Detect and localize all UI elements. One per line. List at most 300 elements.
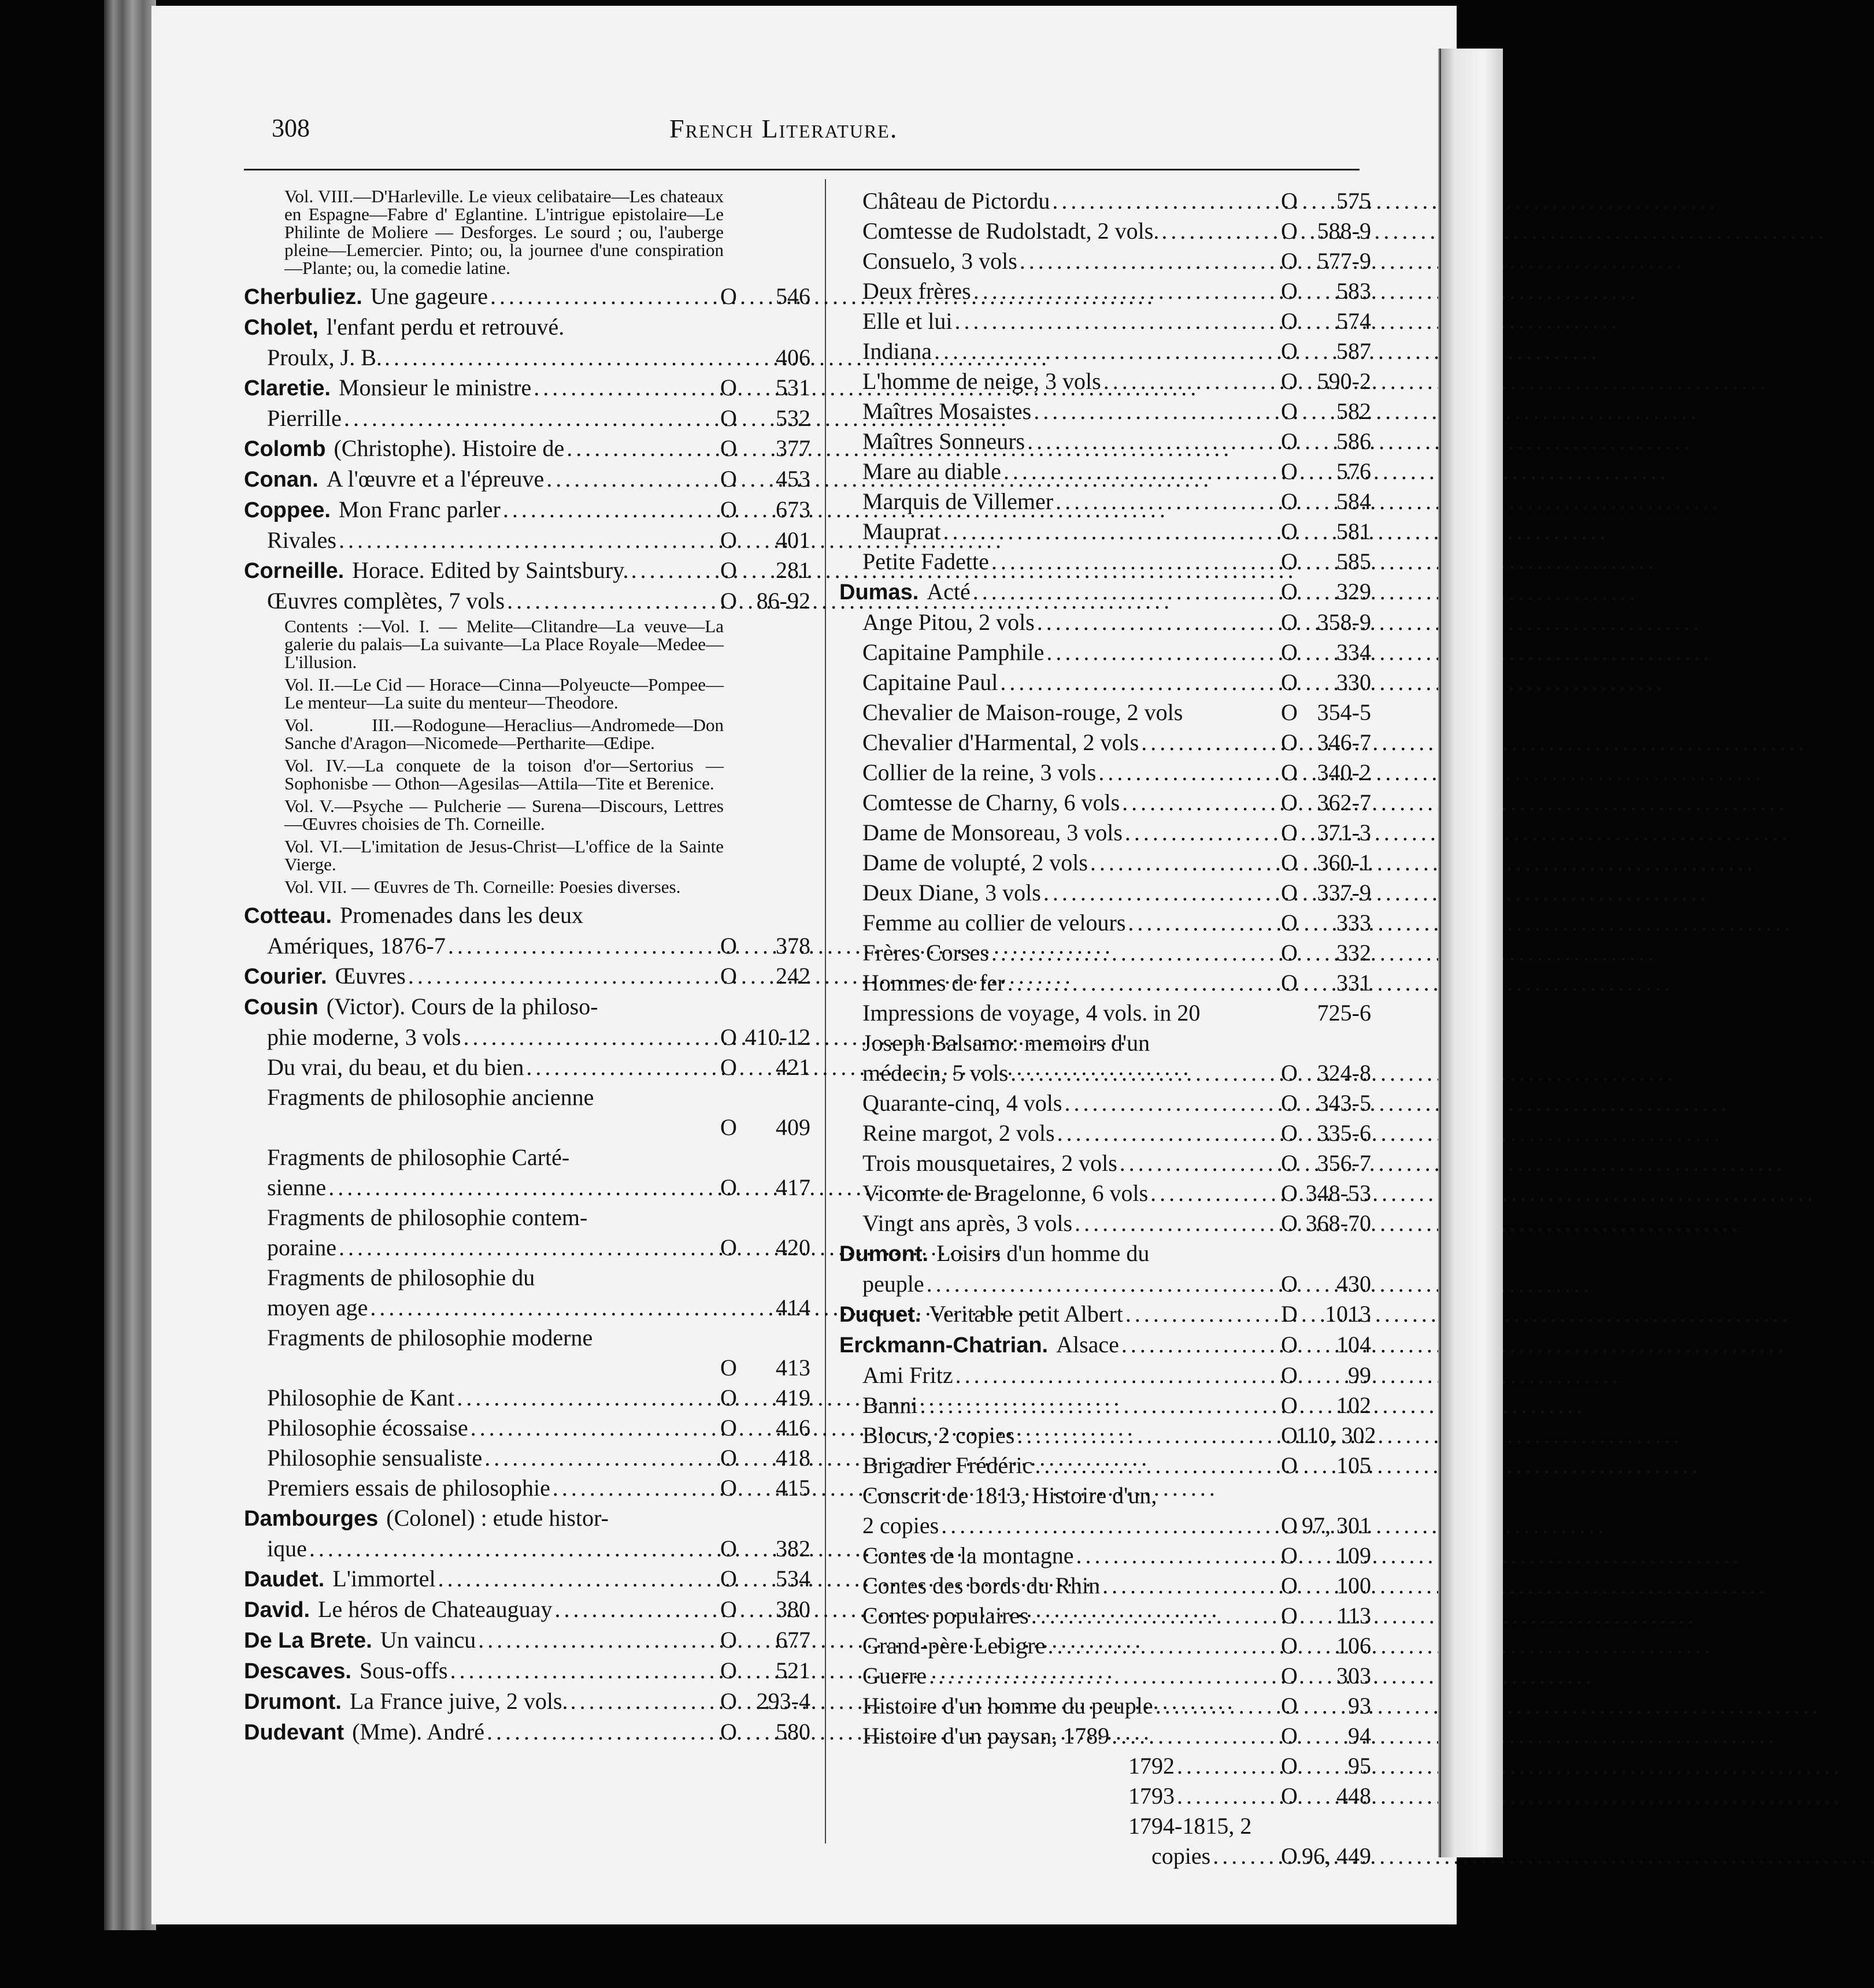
- entry-text: [862, 698, 1183, 728]
- entry-text: [267, 1082, 594, 1112]
- leader-dots: [973, 577, 1279, 607]
- call-number: 356-7: [1317, 1150, 1371, 1176]
- catalog-class: O: [1281, 578, 1298, 604]
- entry-title: Blocus, 2 copies: [862, 1422, 1015, 1448]
- title-entry: [839, 1481, 1371, 1511]
- entry-text: [267, 1143, 569, 1173]
- call-number: 346-7: [1317, 729, 1371, 755]
- catalog-class: O: [720, 1234, 737, 1260]
- entry-title: Impressions de voyage, 4 vols. in 20: [862, 1000, 1201, 1026]
- entry-title: peuple: [862, 1271, 924, 1297]
- leader-dots: [471, 1413, 718, 1443]
- entry-text: [267, 1173, 326, 1203]
- entry-title: Brigadier Frédéric: [862, 1452, 1033, 1478]
- title-entry: [839, 1721, 1371, 1751]
- catalog-class: O: [1281, 1060, 1298, 1086]
- entry-title: Collier de la reine, 3 vols: [862, 759, 1097, 785]
- call-number: 333: [1336, 910, 1371, 936]
- call-number: 413: [776, 1355, 810, 1381]
- leader-dots: [1103, 366, 1279, 396]
- catalog-class: O: [1281, 518, 1298, 544]
- entry-text: [862, 336, 932, 366]
- title-entry: [839, 1420, 1376, 1451]
- entry-text: [862, 818, 1123, 848]
- call-number: 420: [776, 1234, 810, 1260]
- catalog-class: O: [720, 435, 737, 461]
- author-entry: [244, 1564, 810, 1594]
- call-number: 86-92: [756, 588, 810, 614]
- leader-dots: [450, 1656, 718, 1686]
- title-entry: [839, 366, 1371, 396]
- title-entry: [839, 1691, 1371, 1721]
- author-entry: [244, 1625, 810, 1656]
- entry-text: [862, 728, 1139, 758]
- leader-dots: [339, 525, 718, 555]
- catalog-class: O: [720, 1054, 737, 1080]
- call-number: 414: [776, 1295, 810, 1321]
- entry-title: Dame de volupté, 2 vols: [862, 850, 1088, 876]
- entry-title: Philosophie sensualiste: [267, 1445, 483, 1471]
- entry-title: Horace. Edited by Saintsbury.: [352, 557, 629, 583]
- entry-text: [244, 992, 598, 1022]
- entry-title: Promenades dans les deux: [340, 902, 584, 928]
- entry-title: Fragments de philosophie contem-: [267, 1204, 588, 1230]
- leader-dots: [408, 961, 718, 991]
- catalog-class: O: [1281, 669, 1298, 695]
- call-number: 358-9: [1317, 609, 1371, 635]
- entry-title: Trois mousquetaires, 2 vols: [862, 1150, 1117, 1176]
- entry-title: Contes populaires: [862, 1603, 1029, 1629]
- leader-dots: [1098, 758, 1279, 788]
- entry-text: [244, 281, 488, 312]
- entry-title: Elle et lui: [862, 308, 953, 334]
- catalog-class: O: [1281, 458, 1298, 484]
- call-number: 590-2: [1317, 368, 1371, 394]
- entry-text: [244, 1686, 568, 1717]
- entry-text: [839, 1238, 1149, 1269]
- title-entry: [839, 938, 1371, 968]
- entry-text: [267, 1383, 454, 1413]
- entry-title: Consuelo, 3 vols: [862, 248, 1017, 274]
- entry-text: [862, 1058, 1008, 1088]
- catalog-class: O: [720, 1596, 737, 1622]
- leader-dots: [1031, 1601, 1279, 1631]
- entry-title: 1793: [1128, 1783, 1175, 1809]
- entry-text: [862, 1481, 1157, 1511]
- spacer: [244, 1112, 720, 1143]
- title-entry: [839, 637, 1371, 667]
- author-entry: [244, 1717, 810, 1748]
- entry-title: Du vrai, du beau, et du bien: [267, 1054, 524, 1080]
- catalog-class: O: [1281, 1843, 1298, 1869]
- call-number: 531: [776, 374, 810, 400]
- leader-dots: [370, 1293, 718, 1323]
- catalog-class: O: [1281, 1271, 1298, 1297]
- call-number: 574: [1336, 308, 1371, 334]
- entry-text: [1128, 1751, 1175, 1781]
- catalog-class: O: [720, 283, 737, 309]
- entry-title: Une gageure: [370, 283, 488, 309]
- leader-dots: [1008, 968, 1279, 998]
- entry-text: [267, 1233, 336, 1263]
- entry-title: Alsace: [1056, 1331, 1119, 1358]
- entry-title: Banni: [862, 1392, 918, 1418]
- catalog-class: O: [1281, 1512, 1298, 1538]
- title-entry: [244, 1022, 810, 1052]
- catalog-class: O: [1281, 1723, 1298, 1749]
- entry-text: [244, 1564, 436, 1594]
- call-number: 401: [776, 527, 810, 553]
- author-entry: [839, 1299, 1371, 1330]
- call-number: 354-5: [1317, 699, 1371, 725]
- entry-title: A l'œuvre et a l'épreuve: [326, 466, 545, 492]
- call-number: 409: [776, 1114, 810, 1140]
- call-number: 335-6: [1317, 1120, 1371, 1146]
- catalog-class: O: [720, 1355, 737, 1381]
- entry-text: [862, 1691, 1153, 1721]
- title-entry: [839, 788, 1371, 818]
- author-entry: [244, 992, 810, 1022]
- entry-text: [244, 1717, 484, 1748]
- catalog-class: O: [720, 1024, 737, 1050]
- entry-title: 2 copies: [862, 1512, 939, 1538]
- title-entry: [244, 1203, 810, 1233]
- entry-title: Fragments de philosophie moderne: [267, 1325, 593, 1351]
- call-number: 453: [776, 466, 810, 492]
- title-entry: [244, 1082, 810, 1112]
- catalog-class: O: [1281, 248, 1298, 274]
- page: [151, 6, 1457, 1924]
- leader-dots: [1057, 1118, 1279, 1148]
- entry-title: Proulx, J. B.: [267, 344, 382, 370]
- catalog-class: O: [1281, 188, 1298, 214]
- call-number: 583: [1336, 278, 1371, 304]
- title-entry: [839, 246, 1371, 276]
- entry-text: [862, 426, 1025, 457]
- catalog-class: O: [1281, 1150, 1298, 1176]
- author-entry: [244, 433, 810, 464]
- author-name: Erckmann-Chatrian.: [839, 1333, 1049, 1358]
- title-entry: [839, 426, 1371, 457]
- call-number: 97, 301: [1302, 1512, 1371, 1538]
- title-entry: [244, 1143, 810, 1173]
- author-name: De La Brete.: [244, 1629, 372, 1653]
- entry-text: [267, 343, 382, 373]
- catalog-class: O: [1281, 940, 1298, 966]
- catalog-class: O: [720, 933, 737, 959]
- leader-dots: [1064, 1088, 1279, 1118]
- entry-title: L'immortel: [332, 1566, 436, 1592]
- entry-text: [862, 758, 1096, 788]
- leader-dots: [1043, 878, 1279, 908]
- entry-text: [267, 1443, 482, 1473]
- call-number: 575: [1336, 188, 1371, 214]
- catalog-class: O: [1281, 1180, 1298, 1206]
- author-name: Dambourges: [244, 1507, 379, 1531]
- catalog-class: O: [1281, 1603, 1298, 1629]
- title-entry: [244, 1323, 810, 1353]
- leader-dots: [1177, 1781, 1279, 1811]
- entry-title: Ami Fritz: [862, 1362, 953, 1388]
- call-number: 581: [1336, 518, 1371, 544]
- leader-dots: [344, 403, 718, 433]
- entry-title: Capitaine Pamphile: [862, 639, 1045, 665]
- entry-text: [267, 403, 342, 433]
- catalog-class: O: [1281, 278, 1298, 304]
- author-name: Dumont.: [839, 1242, 929, 1266]
- entry-title: Petite Fadette: [862, 548, 989, 574]
- title-entry: [839, 968, 1371, 998]
- entry-title: Capitaine Paul: [862, 669, 998, 695]
- leader-dots: [927, 1269, 1279, 1299]
- call-number: 419: [776, 1385, 810, 1411]
- call-number: 96, 449: [1302, 1843, 1371, 1869]
- entry-text: [862, 1420, 1014, 1451]
- entry-title: Fragments de philosophie ancienne: [267, 1084, 594, 1110]
- entry-title: 1794-1815, 2: [1128, 1813, 1252, 1839]
- title-entry: [839, 306, 1371, 336]
- call-number: 334: [1336, 639, 1371, 665]
- author-name: Cholet,: [244, 316, 318, 340]
- title-entry: [839, 517, 1371, 547]
- entry-text: [862, 1269, 924, 1299]
- leader-dots: [487, 1717, 718, 1747]
- entry-title: Amériques, 1876-7: [267, 933, 446, 959]
- contents-note: Vol. III.—Rodogune—Heraclius—Andromede—Don Sanche d'Aragon—Nicomede—Pertharite—Œdipe.: [284, 715, 724, 753]
- entry-text: [862, 1390, 918, 1420]
- call-number: 94: [1348, 1723, 1371, 1749]
- catalog-class: O: [1281, 428, 1298, 454]
- title-entry: [244, 1413, 810, 1443]
- entry-text: [267, 1203, 587, 1233]
- author-name: Claretie.: [244, 376, 331, 400]
- entry-text: [267, 1293, 368, 1323]
- running-title: French Literature.: [669, 114, 898, 143]
- book-edge: [104, 0, 156, 1930]
- leader-dots: [534, 373, 718, 403]
- author-name: Dumas.: [839, 580, 919, 604]
- leader-dots: [457, 1383, 718, 1413]
- leader-dots: [973, 276, 1279, 306]
- entry-text: [862, 1451, 1032, 1481]
- call-number: 337-9: [1317, 880, 1371, 906]
- title-entry: [839, 216, 1371, 246]
- entry-text: [862, 848, 1088, 878]
- catalog-class: O: [1281, 1693, 1298, 1719]
- entry-title: Chevalier d'Harmental, 2 vols: [862, 729, 1139, 755]
- entry-title: Mauprat: [862, 518, 941, 544]
- entry-title: Comtesse de Rudolstadt, 2 vols.: [862, 218, 1160, 244]
- author-name: Courier.: [244, 965, 327, 989]
- author-entry: [244, 464, 810, 495]
- call-number: 105: [1336, 1452, 1371, 1478]
- catalog-class: O: [1281, 639, 1298, 665]
- entry-title: Premiers essais de philosophie: [267, 1475, 550, 1501]
- leader-dots: [1112, 1721, 1279, 1751]
- leader-dots: [553, 1473, 718, 1503]
- author-entry: [244, 495, 810, 525]
- leader-dots: [1121, 1330, 1279, 1360]
- entry-text: [862, 396, 1031, 426]
- leader-dots: [1037, 607, 1279, 637]
- title-entry: [244, 1233, 810, 1263]
- entry-text: [267, 1413, 468, 1443]
- title-entry: [839, 547, 1371, 577]
- catalog-class: O: [720, 557, 737, 583]
- entry-title: ique: [267, 1535, 307, 1562]
- author-entry: [244, 961, 810, 992]
- call-number: 100: [1336, 1572, 1371, 1598]
- entry-text: [862, 1360, 953, 1390]
- title-entry: [839, 878, 1371, 908]
- leader-dots: [631, 555, 718, 585]
- leader-dots: [1047, 1631, 1279, 1661]
- entry-text: [267, 1473, 550, 1503]
- contents-note: Contents :—Vol. I. — Melite—Clitandre—La veuve—La galerie du palais—La suivante—La Place Royale—Medee—L'illusion.: [284, 616, 724, 672]
- catalog-class: O: [1281, 910, 1298, 936]
- catalog-class: O: [720, 1445, 737, 1471]
- title-entry: [244, 931, 810, 961]
- title-entry: [839, 1811, 1371, 1841]
- catalog-class: O: [1281, 1542, 1298, 1568]
- title-entry: [839, 1571, 1371, 1601]
- leader-dots: [1076, 1541, 1279, 1571]
- catalog-class: O: [1281, 1422, 1298, 1448]
- catalog-class: O: [1281, 308, 1298, 334]
- title-entry: [839, 607, 1371, 637]
- title-entry: [839, 1360, 1371, 1390]
- leader-dots: [1010, 1058, 1279, 1088]
- entry-title: Contes de la montagne: [862, 1542, 1074, 1568]
- title-entry: [839, 1058, 1371, 1088]
- entry-title: Comtesse de Charny, 6 vols: [862, 789, 1120, 815]
- call-number: 360-1: [1317, 850, 1371, 876]
- catalog-class: O: [1281, 970, 1298, 996]
- entry-text: [862, 1088, 1062, 1118]
- call-number: 448: [1336, 1783, 1371, 1809]
- title-entry: [839, 457, 1371, 487]
- catalog-class: O: [720, 588, 737, 614]
- leader-dots: [438, 1564, 718, 1594]
- entry-title: Vingt ans après, 3 vols: [862, 1210, 1073, 1236]
- leader-dots: [546, 464, 718, 494]
- title-entry: [839, 1088, 1371, 1118]
- entry-text: [862, 908, 1125, 938]
- title-entry: [839, 1841, 1371, 1871]
- entry-title: Deux frères: [862, 278, 971, 304]
- entry-title: Joseph Balsamo: memoirs d'un: [862, 1030, 1150, 1056]
- title-entry: [839, 848, 1371, 878]
- call-number: 421: [776, 1054, 810, 1080]
- entry-text: [244, 961, 406, 992]
- title-entry: [839, 698, 1371, 728]
- catalog-class: O: [1281, 488, 1298, 514]
- contents-note: Vol. VII. — Œuvres de Th. Corneille: Poesies diverses.: [284, 877, 681, 897]
- author-entry: [244, 281, 810, 312]
- leader-dots: [941, 1511, 1279, 1541]
- entry-title: Frères Corses: [862, 940, 989, 966]
- author-name: Cousin: [244, 995, 318, 1019]
- title-entry: [839, 336, 1371, 366]
- call-number: 332: [1336, 940, 1371, 966]
- title-entry: [839, 1269, 1371, 1299]
- call-number: 382: [776, 1535, 810, 1562]
- author-name: Cotteau.: [244, 904, 332, 928]
- entry-text: [862, 457, 1001, 487]
- entry-text: [862, 1511, 939, 1541]
- title-entry: [244, 1383, 810, 1413]
- call-number: 406: [776, 344, 810, 370]
- catalog-class: O: [720, 963, 737, 989]
- call-number: 584: [1336, 488, 1371, 514]
- leader-dots: [526, 1052, 718, 1082]
- entry-title: Loisirs d'un homme du: [936, 1240, 1150, 1266]
- call-number: 673: [776, 496, 810, 522]
- title-entry: [839, 1631, 1371, 1661]
- entry-text: [862, 1661, 927, 1691]
- entry-text: [267, 1052, 524, 1082]
- contents-note: Vol. IV.—La conquete de la toison d'or—Sertorius — Sophonisbe — Othon—Agesilas—Attila—Tite et Berenice.: [284, 755, 724, 793]
- title-entry: [839, 1661, 1371, 1691]
- author-name: Coppee.: [244, 498, 331, 522]
- author-name: Duquet.: [839, 1303, 921, 1327]
- catalog-class: O: [1281, 1210, 1298, 1236]
- entry-title: Quarante-cinq, 4 vols: [862, 1090, 1062, 1116]
- left-column: [244, 186, 810, 1748]
- leader-dots: [1125, 1299, 1279, 1329]
- call-number: 95: [1348, 1753, 1371, 1779]
- entry-text: [839, 1330, 1119, 1360]
- entry-title: Acté: [927, 578, 971, 604]
- catalog-class: O: [1281, 880, 1298, 906]
- entry-text: [267, 1323, 592, 1353]
- catalog-class: O: [720, 1657, 737, 1683]
- right-column: [839, 186, 1376, 1871]
- entry-title: Maîtres Mosaistes: [862, 398, 1032, 424]
- author-name: Drumont.: [244, 1690, 342, 1714]
- title-entry: [244, 1173, 810, 1203]
- title-entry: [244, 586, 810, 616]
- entry-title: Maîtres Sonneurs: [862, 428, 1025, 454]
- call-number: 378: [776, 933, 810, 959]
- entry-title: Le héros de Chateauguay: [318, 1596, 553, 1622]
- call-number: 348-53: [1305, 1180, 1371, 1206]
- call-number: 521: [776, 1657, 810, 1683]
- call-number: 331: [1336, 970, 1371, 996]
- entry-title: Mon Franc parler: [338, 496, 501, 522]
- entry-title: Dame de Monsoreau, 3 vols: [862, 819, 1123, 845]
- entry-title: poraine: [267, 1234, 336, 1260]
- title-entry: [244, 1473, 810, 1503]
- entry-text: [862, 1601, 1029, 1631]
- catalog-class: O: [720, 1174, 737, 1200]
- entry-title: Fragments de philosophie du: [267, 1264, 535, 1290]
- catalog-class: O: [1281, 398, 1298, 424]
- entry-title: Conscrit de 1813, Histoire d'un,: [862, 1482, 1157, 1508]
- contents-note: Vol. VI.—L'imitation de Jesus-Christ—L'office de la Sainte Vierge.: [284, 836, 724, 874]
- call-number: 368-70: [1305, 1210, 1371, 1236]
- catalog-class: O: [1281, 789, 1298, 815]
- leader-dots: [490, 281, 718, 311]
- call-number: 585: [1336, 548, 1371, 574]
- catalog-class: O: [1281, 1090, 1298, 1116]
- entry-text: [862, 306, 953, 336]
- leader-dots: [1128, 908, 1279, 938]
- entry-title: Marquis de Villemer: [862, 488, 1054, 514]
- entry-text: [862, 1028, 1150, 1058]
- author-name: Colomb: [244, 437, 326, 461]
- entry-text: [267, 1022, 461, 1052]
